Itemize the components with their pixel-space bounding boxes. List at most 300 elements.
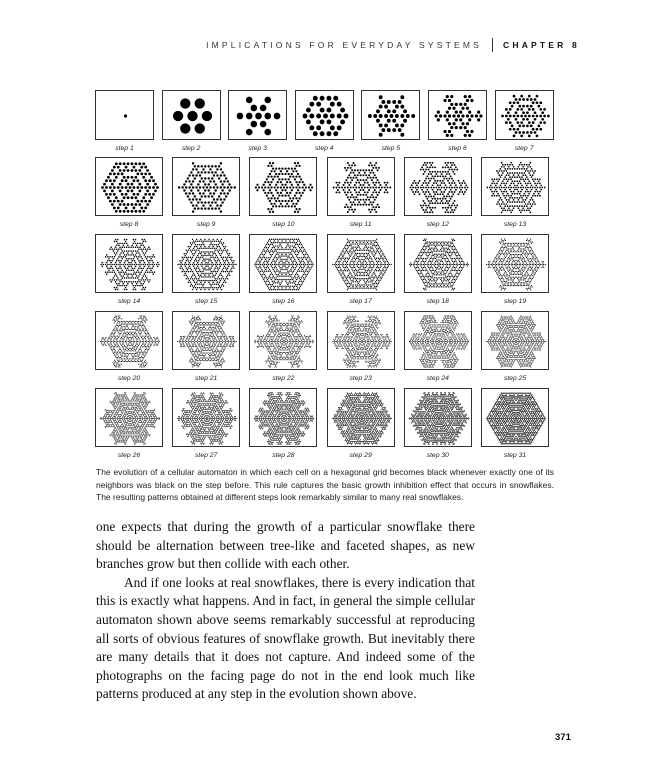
black-cell	[462, 264, 463, 265]
black-cell	[207, 347, 208, 348]
black-cell	[215, 275, 216, 276]
black-cell	[112, 337, 113, 338]
black-cell	[124, 285, 126, 287]
black-cell	[229, 183, 231, 185]
black-cell	[430, 277, 431, 278]
black-cell	[131, 341, 132, 342]
black-cell	[205, 255, 206, 256]
black-cell	[123, 333, 124, 334]
black-cell	[196, 282, 197, 283]
black-cell	[376, 248, 377, 249]
black-cell	[464, 103, 467, 106]
black-cell	[196, 186, 198, 188]
black-cell	[139, 354, 140, 355]
black-cell	[518, 183, 520, 185]
black-cell	[506, 174, 508, 176]
black-cell	[525, 174, 527, 176]
black-cell	[212, 352, 213, 353]
black-cell	[116, 330, 117, 331]
black-cell	[277, 279, 278, 280]
black-cell	[431, 189, 433, 191]
black-cell	[524, 254, 525, 255]
black-cell	[365, 194, 367, 196]
black-cell	[146, 364, 147, 365]
black-cell	[351, 169, 353, 171]
black-cell	[514, 131, 517, 134]
black-cell	[143, 241, 145, 243]
black-cell	[444, 211, 446, 213]
black-cell	[140, 329, 141, 330]
black-cell	[376, 270, 377, 271]
black-cell	[139, 243, 141, 245]
black-cell	[283, 286, 284, 287]
black-cell	[301, 250, 302, 251]
black-cell	[289, 242, 290, 243]
black-cell	[369, 243, 370, 244]
black-cell	[545, 264, 546, 265]
black-cell	[527, 284, 528, 285]
black-cell	[424, 243, 425, 244]
black-cell	[464, 191, 466, 193]
black-cell	[444, 274, 445, 275]
black-cell	[520, 108, 523, 111]
black-cell	[412, 114, 416, 118]
black-cell	[464, 187, 466, 189]
black-cell	[427, 250, 428, 251]
black-cell	[448, 286, 449, 287]
black-cell	[351, 269, 352, 270]
black-cell	[353, 278, 354, 279]
black-cell	[356, 288, 357, 289]
black-cell	[277, 245, 278, 246]
black-cell	[127, 268, 129, 270]
black-cell	[365, 270, 366, 271]
black-cell	[427, 169, 429, 171]
black-cell	[140, 352, 141, 353]
black-cell	[520, 258, 521, 259]
black-cell	[539, 128, 542, 131]
black-cell	[496, 267, 497, 268]
black-cell	[311, 186, 313, 188]
black-cell	[296, 255, 297, 256]
black-cell	[136, 330, 137, 331]
black-cell	[379, 184, 381, 186]
black-cell	[527, 289, 528, 290]
black-cell	[200, 342, 201, 343]
black-cell	[376, 169, 378, 171]
black-cell	[371, 240, 372, 241]
black-cell	[502, 286, 503, 287]
black-cell	[285, 239, 286, 240]
black-cell	[191, 283, 192, 284]
black-cell	[196, 341, 197, 342]
black-cell	[439, 198, 441, 200]
black-cell	[115, 176, 118, 179]
black-cell	[123, 353, 124, 354]
black-cell	[192, 249, 193, 250]
black-cell	[436, 268, 437, 269]
black-cell	[338, 186, 340, 188]
black-cell	[501, 239, 502, 240]
black-cell	[373, 164, 375, 166]
black-cell	[142, 344, 143, 345]
black-cell	[502, 246, 503, 247]
black-cell	[120, 248, 122, 250]
black-cell	[345, 194, 347, 196]
black-cell	[385, 184, 387, 186]
black-cell	[190, 285, 191, 286]
black-cell	[448, 267, 449, 268]
black-cell	[283, 272, 284, 273]
chapter-label: CHAPTER 8	[503, 40, 580, 50]
black-cell	[127, 361, 128, 362]
black-cell	[213, 282, 214, 283]
black-cell	[203, 340, 204, 341]
black-cell	[152, 186, 155, 189]
black-cell	[126, 269, 128, 271]
black-cell	[514, 250, 515, 251]
black-cell	[288, 267, 289, 268]
black-cell	[511, 271, 512, 272]
black-cell	[118, 332, 119, 333]
black-cell	[516, 285, 517, 286]
black-cell	[439, 283, 440, 284]
black-cell	[371, 243, 372, 244]
black-cell	[346, 280, 347, 281]
black-cell	[200, 330, 201, 331]
black-cell	[118, 271, 120, 273]
black-cell	[511, 258, 512, 259]
black-cell	[142, 162, 145, 165]
black-cell	[117, 243, 119, 245]
black-cell	[376, 251, 377, 252]
black-cell	[121, 246, 123, 248]
black-cell	[373, 250, 374, 251]
black-cell	[355, 264, 356, 265]
black-cell	[528, 121, 531, 124]
black-cell	[135, 285, 137, 287]
black-cell	[346, 239, 347, 240]
black-cell	[442, 274, 443, 275]
black-cell	[456, 187, 458, 189]
black-cell	[516, 265, 517, 266]
black-cell	[335, 191, 337, 193]
black-cell	[354, 254, 355, 255]
black-cell	[372, 276, 373, 277]
black-cell	[376, 262, 377, 263]
black-cell	[118, 264, 120, 266]
black-cell	[117, 338, 118, 339]
black-cell	[127, 196, 130, 199]
black-cell	[353, 256, 354, 257]
black-cell	[527, 258, 528, 259]
black-cell	[346, 286, 347, 287]
black-cell	[445, 255, 446, 256]
black-cell	[509, 253, 510, 254]
black-cell	[505, 240, 506, 241]
black-cell	[460, 262, 461, 263]
black-cell	[297, 277, 298, 278]
black-cell	[535, 264, 536, 265]
black-cell	[503, 187, 505, 189]
black-cell	[139, 328, 140, 329]
black-cell	[294, 242, 295, 243]
black-cell	[123, 336, 124, 337]
black-cell	[348, 164, 350, 166]
black-cell	[194, 177, 196, 179]
black-cell	[431, 175, 433, 177]
black-cell	[508, 207, 510, 209]
black-cell	[121, 269, 123, 271]
black-cell	[130, 334, 131, 335]
black-cell	[302, 259, 303, 260]
black-cell	[453, 289, 454, 290]
black-cell	[446, 283, 447, 284]
black-cell	[352, 172, 354, 174]
black-cell	[435, 200, 437, 202]
black-cell	[533, 118, 536, 121]
black-cell	[528, 240, 529, 241]
black-cell	[533, 253, 534, 254]
black-cell	[291, 267, 292, 268]
black-cell	[441, 286, 442, 287]
black-cell	[519, 172, 521, 174]
black-cell	[138, 332, 139, 333]
black-cell	[274, 277, 275, 278]
black-cell	[431, 258, 432, 259]
black-cell	[203, 251, 204, 252]
black-cell	[452, 122, 455, 125]
black-cell	[527, 253, 528, 254]
black-cell	[128, 341, 129, 342]
black-cell	[285, 276, 286, 277]
black-cell	[375, 182, 377, 184]
black-cell	[536, 265, 537, 266]
black-cell	[502, 275, 503, 276]
black-cell	[361, 264, 362, 265]
black-cell	[298, 252, 299, 253]
black-cell	[433, 243, 434, 244]
black-cell	[215, 341, 216, 342]
black-cell	[440, 187, 442, 189]
black-cell	[442, 282, 443, 283]
black-cell	[267, 279, 268, 280]
black-cell	[500, 260, 501, 261]
black-cell	[430, 173, 432, 175]
black-cell	[216, 266, 217, 267]
black-cell	[149, 256, 151, 258]
black-cell	[207, 269, 208, 270]
black-cell	[532, 278, 533, 279]
black-cell	[257, 184, 259, 186]
black-cell	[459, 264, 460, 265]
black-cell	[437, 286, 438, 287]
black-cell	[455, 248, 456, 249]
black-cell	[290, 245, 291, 246]
black-cell	[269, 211, 271, 213]
black-cell	[368, 276, 369, 277]
black-cell	[451, 253, 452, 254]
black-cell	[259, 265, 260, 266]
black-cell	[346, 251, 347, 252]
black-cell	[439, 253, 440, 254]
black-cell	[294, 162, 296, 164]
black-cell	[305, 250, 306, 251]
black-cell	[441, 259, 442, 260]
black-cell	[132, 361, 133, 362]
black-cell	[455, 258, 456, 259]
black-cell	[526, 197, 528, 199]
black-cell	[269, 276, 270, 277]
black-cell	[530, 250, 531, 251]
black-cell	[287, 282, 288, 283]
step-label: step 14	[117, 298, 141, 305]
black-cell	[213, 352, 214, 353]
black-cell	[119, 353, 120, 354]
black-cell	[129, 264, 131, 266]
black-cell	[426, 166, 428, 168]
black-cell	[205, 240, 206, 241]
black-cell	[319, 96, 324, 101]
black-cell	[379, 258, 380, 259]
black-cell	[274, 197, 276, 199]
black-cell	[145, 344, 146, 345]
black-cell	[189, 180, 191, 182]
black-cell	[494, 267, 495, 268]
black-cell	[131, 338, 132, 339]
black-cell	[433, 178, 435, 180]
black-cell	[273, 289, 274, 290]
black-cell	[191, 251, 192, 252]
black-cell	[223, 271, 224, 272]
black-cell	[199, 174, 201, 176]
black-cell	[211, 271, 212, 272]
black-cell	[445, 270, 446, 271]
black-cell	[276, 264, 277, 265]
black-cell	[520, 255, 521, 256]
black-cell	[452, 193, 454, 195]
black-cell	[429, 242, 430, 243]
black-cell	[506, 264, 507, 265]
black-cell	[200, 271, 201, 272]
black-cell	[519, 285, 520, 286]
black-cell	[291, 277, 292, 278]
black-cell	[425, 191, 427, 193]
black-cell	[371, 209, 373, 211]
black-cell	[369, 211, 371, 213]
black-cell	[265, 181, 267, 183]
black-cell	[215, 267, 216, 268]
black-cell	[516, 201, 518, 203]
black-cell	[513, 268, 514, 269]
black-cell	[124, 243, 126, 245]
black-cell	[283, 289, 284, 290]
black-cell	[453, 187, 455, 189]
black-cell	[126, 358, 127, 359]
black-cell	[132, 334, 133, 335]
black-cell	[266, 247, 267, 248]
black-cell	[498, 255, 499, 256]
black-cell	[291, 173, 293, 175]
black-cell	[145, 322, 146, 323]
black-cell	[346, 242, 347, 243]
black-cell	[306, 259, 307, 260]
black-cell	[501, 115, 504, 118]
black-cell	[208, 338, 209, 339]
black-cell	[525, 255, 526, 256]
black-cell	[358, 191, 360, 193]
black-cell	[207, 255, 208, 256]
black-cell	[355, 258, 356, 259]
black-cell	[352, 264, 353, 265]
black-cell	[105, 264, 107, 266]
black-cell	[511, 263, 512, 264]
black-cell	[526, 246, 527, 247]
black-cell	[436, 280, 437, 281]
black-cell	[540, 185, 542, 187]
black-cell	[281, 252, 282, 253]
black-cell	[417, 187, 419, 189]
black-cell	[192, 242, 193, 243]
black-cell	[135, 361, 136, 362]
black-cell	[222, 251, 223, 252]
black-cell	[370, 267, 371, 268]
black-cell	[192, 186, 194, 188]
black-cell	[520, 162, 522, 164]
black-cell	[425, 178, 427, 180]
black-cell	[520, 195, 522, 197]
black-cell	[204, 239, 205, 240]
black-cell	[364, 253, 365, 254]
black-cell	[360, 240, 361, 241]
black-cell	[296, 203, 298, 205]
black-cell	[274, 176, 276, 178]
black-cell	[539, 195, 541, 197]
black-cell	[134, 287, 136, 289]
black-cell	[401, 114, 405, 118]
black-cell	[119, 365, 120, 366]
black-cell	[246, 97, 253, 104]
black-cell	[518, 282, 519, 283]
step-label: step 19	[503, 298, 527, 305]
black-cell	[433, 255, 434, 256]
black-cell	[143, 366, 144, 367]
black-cell	[139, 254, 141, 256]
black-cell	[429, 280, 430, 281]
black-cell	[530, 289, 531, 290]
black-cell	[444, 280, 445, 281]
black-cell	[509, 264, 510, 265]
black-cell	[134, 210, 137, 213]
black-cell	[359, 264, 360, 265]
black-cell	[418, 258, 419, 259]
black-cell	[193, 273, 194, 274]
black-cell	[300, 178, 302, 180]
black-cell	[274, 260, 275, 261]
black-cell	[119, 190, 122, 193]
snowflake-pattern	[96, 158, 162, 215]
black-cell	[260, 257, 261, 258]
black-cell	[210, 347, 211, 348]
black-cell	[401, 123, 405, 127]
black-cell	[387, 109, 391, 113]
black-cell	[202, 186, 204, 188]
black-cell	[376, 289, 377, 290]
black-cell	[526, 125, 529, 128]
black-cell	[218, 165, 220, 167]
black-cell	[135, 254, 137, 256]
black-cell	[526, 257, 527, 258]
